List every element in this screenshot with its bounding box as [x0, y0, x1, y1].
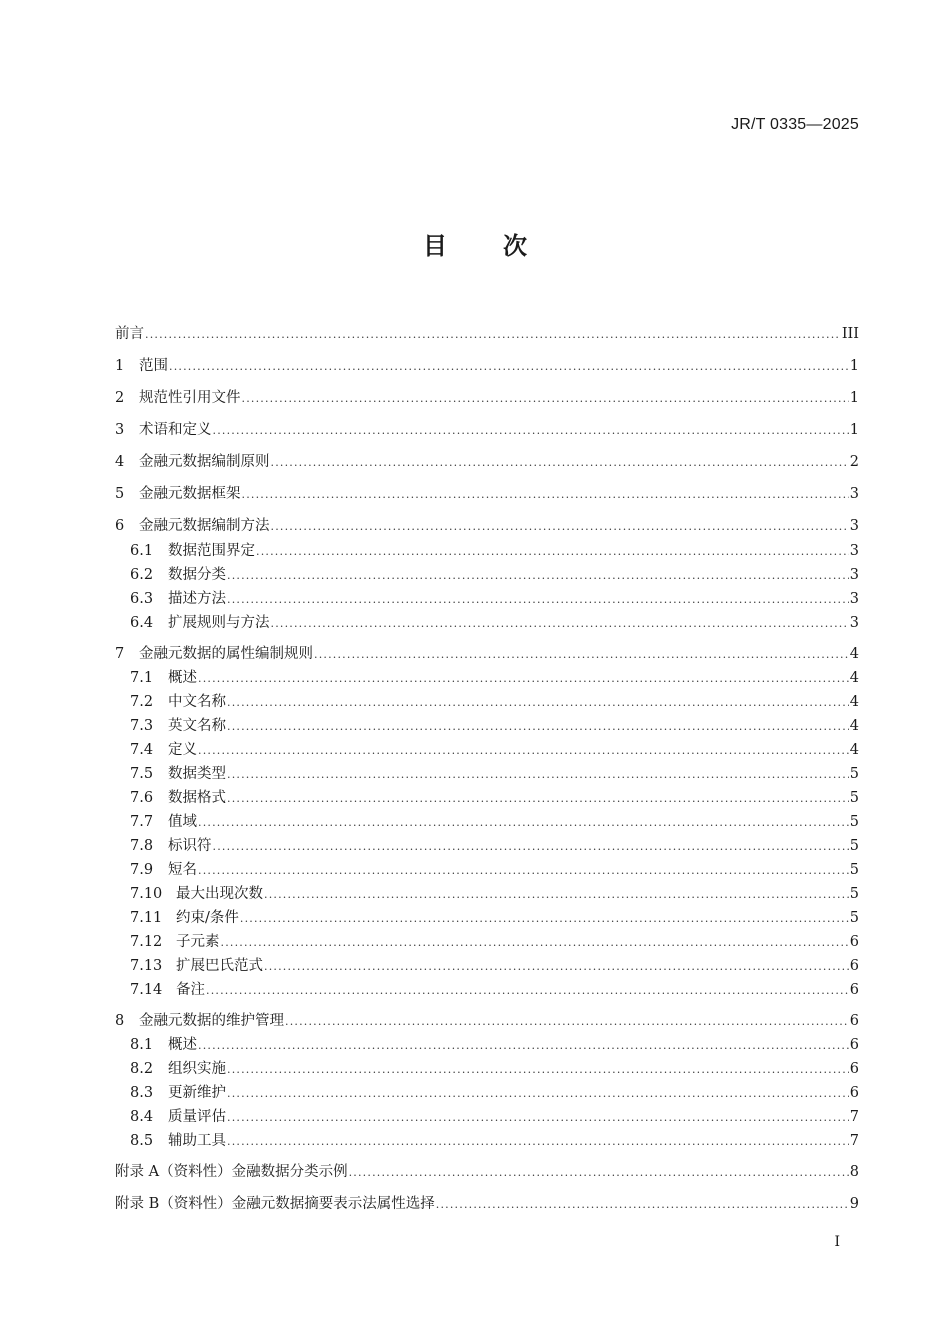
- toc-entry-number: 8.1: [130, 1037, 154, 1053]
- toc-entry-number: 7.14: [130, 982, 163, 998]
- toc-entry-page: 5: [849, 814, 859, 830]
- toc-dot-leader: [221, 932, 849, 954]
- toc-entry-label: 扩展巴氏范式: [176, 958, 263, 974]
- toc-dot-leader: [206, 980, 849, 1002]
- toc-entry-label: 概述: [168, 1037, 197, 1053]
- toc-dot-leader: [198, 812, 849, 834]
- toc-entry-label: 附录 B（资料性）金融元数据摘要表示法属性选择: [115, 1196, 435, 1212]
- toc-dot-leader: [145, 324, 841, 346]
- page-title-part-1: 目: [423, 232, 447, 260]
- toc-entry[interactable]: [130, 1130, 859, 1152]
- toc-dot-leader: [271, 613, 849, 635]
- toc-entry[interactable]: [130, 588, 859, 610]
- toc-entry-label: 短名: [168, 862, 197, 878]
- toc-entry-page: 5: [849, 766, 859, 782]
- toc-entry[interactable]: [115, 483, 859, 505]
- toc-dot-leader: [169, 356, 849, 378]
- toc-entry-page: 9: [849, 1196, 859, 1212]
- toc-entry-page: 6: [849, 1013, 859, 1029]
- toc-entry[interactable]: [130, 835, 859, 857]
- toc-entry-label: 数据类型: [168, 766, 226, 782]
- toc-entry[interactable]: [115, 1193, 859, 1215]
- toc-dot-leader: [256, 541, 849, 563]
- toc-entry-number: 1: [115, 358, 125, 374]
- toc-entry-page: 5: [849, 838, 859, 854]
- toc-entry[interactable]: [130, 955, 859, 977]
- toc-entry-label: 约束/条件: [176, 910, 239, 926]
- toc-entry-page: 4: [849, 646, 859, 662]
- toc-entry-page: 3: [849, 486, 859, 502]
- toc-entry-page: 4: [849, 742, 859, 758]
- toc-entry-label: 最大出现次数: [176, 886, 263, 902]
- toc-entry-page: 3: [849, 615, 859, 631]
- toc-entry-page: 3: [849, 567, 859, 583]
- toc-entry-number: 7.8: [130, 838, 154, 854]
- toc-entry-number: 7.7: [130, 814, 154, 830]
- toc-entry[interactable]: [130, 811, 859, 833]
- toc-entry[interactable]: [130, 979, 859, 1001]
- toc-entry-label: 值域: [168, 814, 197, 830]
- toc-entry-page: 2: [849, 454, 859, 470]
- toc-dot-leader: [227, 589, 849, 611]
- toc-entry-label: 数据格式: [168, 790, 226, 806]
- toc-entry-label: 金融元数据编制原则: [139, 454, 270, 470]
- toc-entry[interactable]: [115, 387, 859, 409]
- toc-entry-label: 概述: [168, 670, 197, 686]
- toc-entry-label: 术语和定义: [139, 422, 212, 438]
- toc-dot-leader: [242, 388, 849, 410]
- toc-entry-number: 7.6: [130, 790, 154, 806]
- toc-entry-number: 7: [115, 646, 125, 662]
- toc-entry-label: 附录 A（资料性）金融数据分类示例: [115, 1164, 348, 1180]
- toc-dot-leader: [349, 1162, 849, 1184]
- toc-entry[interactable]: [115, 1010, 859, 1032]
- toc-dot-leader: [264, 884, 849, 906]
- toc-entry-label: 数据分类: [168, 567, 226, 583]
- toc-entry-page: 5: [849, 862, 859, 878]
- toc-entry-label: 更新维护: [168, 1085, 226, 1101]
- toc-entry-label: 组织实施: [168, 1061, 226, 1077]
- toc-entry-label: 标识符: [168, 838, 212, 854]
- toc-entry-number: 7.9: [130, 862, 154, 878]
- toc-entry-label: 辅助工具: [168, 1133, 226, 1149]
- toc-dot-leader: [198, 668, 849, 690]
- toc-entry[interactable]: [115, 1161, 859, 1183]
- toc-dot-leader: [285, 1011, 849, 1033]
- toc-dot-leader: [227, 764, 849, 786]
- toc-entry-number: 3: [115, 422, 125, 438]
- toc-entry-number: 6.1: [130, 543, 154, 559]
- toc-entry-label: 金融元数据框架: [139, 486, 241, 502]
- toc-entry-page: 6: [849, 1061, 859, 1077]
- toc-dot-leader: [227, 1107, 849, 1129]
- toc-entry-page: 7: [849, 1133, 859, 1149]
- toc-entry-page: 1: [849, 390, 859, 406]
- footer-page-number: I: [834, 1234, 840, 1250]
- toc-entry-label: 质量评估: [168, 1109, 226, 1125]
- toc-entry-label: 金融元数据的维护管理: [139, 1013, 284, 1029]
- toc-entry-page: 6: [849, 982, 859, 998]
- toc-entry-page: 6: [849, 1037, 859, 1053]
- toc-dot-leader: [198, 740, 849, 762]
- toc-entry-page: 3: [849, 591, 859, 607]
- toc-entry-page: 4: [849, 718, 859, 734]
- standard-number: JR/T 0335—2025: [731, 116, 859, 133]
- toc-entry-label: 金融元数据编制方法: [139, 518, 270, 534]
- toc-entry[interactable]: [130, 883, 859, 905]
- toc-dot-leader: [198, 1035, 849, 1057]
- toc-entry[interactable]: [130, 739, 859, 761]
- toc-dot-leader: [240, 908, 849, 930]
- toc-entry-number: 8: [115, 1013, 125, 1029]
- toc-dot-leader: [227, 1083, 849, 1105]
- toc-dot-leader: [227, 1131, 849, 1153]
- toc-entry[interactable]: [130, 540, 859, 562]
- toc-entry[interactable]: [130, 787, 859, 809]
- toc-entry[interactable]: [130, 564, 859, 586]
- toc-entry-number: 8.2: [130, 1061, 154, 1077]
- toc-entry[interactable]: [130, 667, 859, 689]
- toc-dot-leader: [264, 956, 849, 978]
- toc-entry-label: 数据范围界定: [168, 543, 255, 559]
- toc-dot-leader: [436, 1194, 849, 1216]
- toc-dot-leader: [227, 692, 849, 714]
- toc-entry-number: 8.4: [130, 1109, 154, 1125]
- toc-entry[interactable]: [115, 451, 859, 473]
- toc-entry-number: 8.5: [130, 1133, 154, 1149]
- toc-entry-number: 7.5: [130, 766, 154, 782]
- toc-entry-page: 4: [849, 670, 859, 686]
- toc-entry[interactable]: [130, 1058, 859, 1080]
- toc-entry[interactable]: [115, 419, 859, 441]
- toc-entry-page: 1: [849, 422, 859, 438]
- toc-entry-number: 6.2: [130, 567, 154, 583]
- toc-entry-label: 定义: [168, 742, 197, 758]
- toc-entry-page: III: [841, 326, 859, 342]
- toc-entry[interactable]: [130, 1106, 859, 1128]
- toc-entry-page: 5: [849, 790, 859, 806]
- toc-entry-page: 8: [849, 1164, 859, 1180]
- toc-dot-leader: [198, 860, 849, 882]
- toc-entry[interactable]: [130, 612, 859, 634]
- toc-entry-page: 1: [849, 358, 859, 374]
- toc-entry-page: 7: [849, 1109, 859, 1125]
- toc-dot-leader: [227, 788, 849, 810]
- toc-entry-label: 前言: [115, 326, 144, 342]
- toc-dot-leader: [271, 452, 849, 474]
- toc-entry[interactable]: [115, 355, 859, 377]
- toc-entry-page: 5: [849, 886, 859, 902]
- toc-entry-number: 7.1: [130, 670, 154, 686]
- toc-entry-number: 7.4: [130, 742, 154, 758]
- toc-entry-number: 6.4: [130, 615, 154, 631]
- toc-dot-leader: [271, 516, 849, 538]
- toc-entry-label: 金融元数据的属性编制规则: [139, 646, 313, 662]
- toc-entry-number: 5: [115, 486, 125, 502]
- toc-entry-number: 7.10: [130, 886, 163, 902]
- toc-entry-label: 范围: [139, 358, 168, 374]
- toc-entry-number: 7.12: [130, 934, 163, 950]
- toc-entry-page: 6: [849, 958, 859, 974]
- toc-entry-page: 6: [849, 1085, 859, 1101]
- toc-entry-label: 备注: [176, 982, 205, 998]
- toc-entry[interactable]: [130, 691, 859, 713]
- toc-entry-label: 子元素: [176, 934, 220, 950]
- toc-entry-label: 英文名称: [168, 718, 226, 734]
- toc-entry[interactable]: [130, 1034, 859, 1056]
- toc-entry[interactable]: [130, 907, 859, 929]
- toc-entry-number: 2: [115, 390, 125, 406]
- toc-dot-leader: [314, 644, 849, 666]
- toc-entry-label: 规范性引用文件: [139, 390, 241, 406]
- toc-entry[interactable]: [115, 515, 859, 537]
- toc-entry-number: 8.3: [130, 1085, 154, 1101]
- toc-dot-leader: [227, 716, 849, 738]
- toc-entry[interactable]: [130, 931, 859, 953]
- toc-entry-label: 中文名称: [168, 694, 226, 710]
- toc-dot-leader: [227, 1059, 849, 1081]
- toc-entry[interactable]: [130, 1082, 859, 1104]
- toc-dot-leader: [213, 420, 849, 442]
- toc-entry-number: 7.3: [130, 718, 154, 734]
- toc-dot-leader: [242, 484, 849, 506]
- toc-entry[interactable]: [130, 763, 859, 785]
- toc-entry-page: 5: [849, 910, 859, 926]
- toc-entry[interactable]: [130, 859, 859, 881]
- table-of-contents: [115, 0, 859, 1344]
- toc-dot-leader: [227, 565, 849, 587]
- toc-entry-label: 描述方法: [168, 591, 226, 607]
- toc-entry-label: 扩展规则与方法: [168, 615, 270, 631]
- toc-entry-number: 7.11: [130, 910, 163, 926]
- toc-entry[interactable]: [130, 715, 859, 737]
- page-title-part-2: 次: [503, 232, 527, 260]
- toc-entry[interactable]: [115, 643, 859, 665]
- toc-entry-page: 6: [849, 934, 859, 950]
- toc-entry[interactable]: [115, 323, 859, 345]
- toc-entry-page: 4: [849, 694, 859, 710]
- toc-entry-number: 4: [115, 454, 125, 470]
- toc-entry-number: 7.2: [130, 694, 154, 710]
- toc-entry-page: 3: [849, 543, 859, 559]
- toc-entry-number: 6: [115, 518, 125, 534]
- toc-entry-page: 3: [849, 518, 859, 534]
- toc-entry-number: 7.13: [130, 958, 163, 974]
- toc-dot-leader: [213, 836, 849, 858]
- toc-entry-number: 6.3: [130, 591, 154, 607]
